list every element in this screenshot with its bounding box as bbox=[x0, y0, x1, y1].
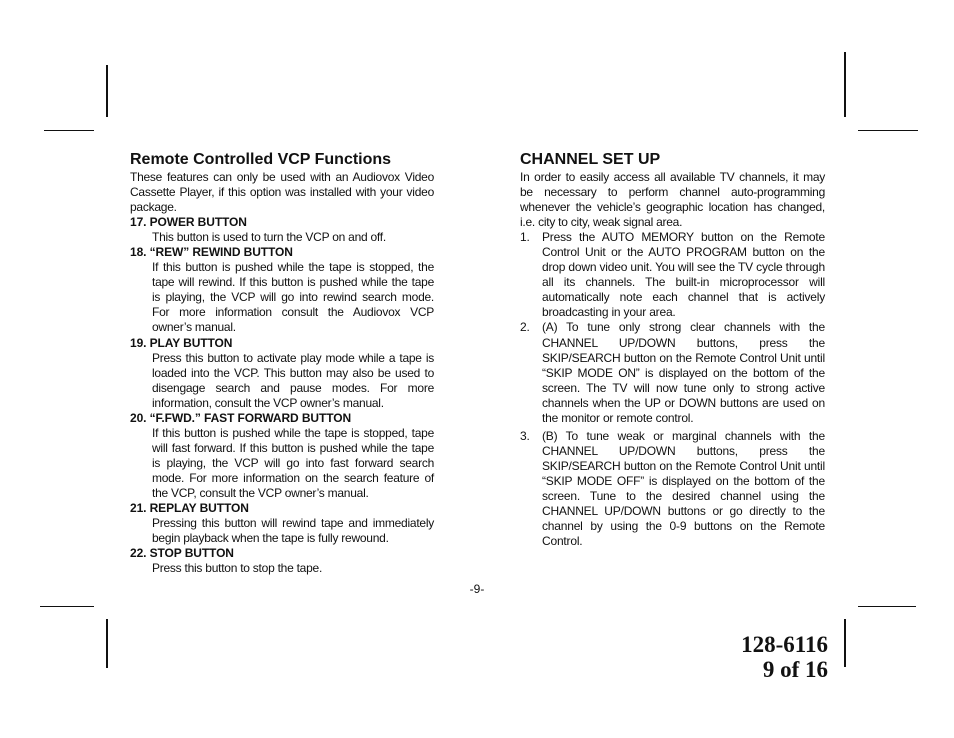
list-item bbox=[130, 546, 434, 576]
crop-mark bbox=[844, 52, 846, 117]
step-text: Press the AUTO MEMORY button on the Remote Control Unit or the AUTO PROGRAM button on the drop down video unit. You will see the TV cycle through all its channels. The built-in microprocessor will automatically note each channel that is actively broadcasting in your area. bbox=[542, 230, 825, 320]
item-body: Press this button to stop the tape. bbox=[152, 561, 323, 576]
step-text: (B) To tune weak or marginal channels with the CHANNEL UP/DOWN buttons, press the SKIP/SEARCH button on the Remote Control Unit until “SKIP MODE OFF” is displayed on the bottom of the screen. Tune to the desired channel using the CHANNEL UP/DOWN buttons or go directly to the channel by using the 0-9 buttons on the Remote Control. bbox=[542, 428, 825, 549]
list-item bbox=[130, 501, 434, 546]
step-text: (A) To tune only strong clear channels with the CHANNEL UP/DOWN buttons, press the SKIP/SEARCH button on the Remote Control Unit until “SKIP MODE ON” is displayed on the bottom of the screen. The TV will now tune only to strong active channels when the UP or DOWN buttons are used on the monitor or remote control. bbox=[542, 320, 825, 425]
item-body: This button is used to turn the VCP on and off. bbox=[152, 230, 386, 245]
item-title: 20. “F.FWD.” FAST FORWARD BUTTON bbox=[130, 410, 352, 425]
channel-setup-section bbox=[520, 151, 825, 549]
step-number: 2. bbox=[520, 320, 530, 335]
intro-paragraph: In order to easily access all available TV channels, it may be necessary to perform channel auto-programming whenever the vehicle’s geographic location has changed, i.e. city to city, weak signal area. bbox=[520, 170, 825, 230]
document-id-block bbox=[741, 632, 828, 682]
step-number: 1. bbox=[520, 230, 530, 245]
item-title: 18. “REW” REWIND BUTTON bbox=[130, 245, 293, 260]
page-count: 9 of 16 bbox=[762, 657, 828, 682]
item-title: 17. POWER BUTTON bbox=[130, 215, 247, 230]
item-title: 21. REPLAY BUTTON bbox=[130, 501, 249, 516]
numbered-step bbox=[520, 230, 825, 320]
item-title: 22. STOP BUTTON bbox=[130, 546, 234, 561]
numbered-step bbox=[520, 320, 825, 425]
crop-mark bbox=[106, 619, 108, 668]
page-number: -9- bbox=[469, 582, 485, 596]
intro-paragraph: These features can only be used with an Audiovox Video Cassette Player, if this option was installed with your video package. bbox=[130, 170, 434, 215]
crop-mark bbox=[40, 606, 94, 607]
crop-mark bbox=[844, 619, 846, 667]
list-item bbox=[130, 245, 434, 335]
crop-mark bbox=[106, 65, 108, 117]
list-item bbox=[130, 215, 434, 245]
section-heading: CHANNEL SET UP bbox=[520, 151, 661, 168]
item-body: If this button is pushed while the tape is stopped, the tape will rewind. If this button is pushed while the tape is playing, the VCP will go into rewind search mode. For more information consult the Audiovox VCP owner’s manual. bbox=[152, 260, 434, 335]
vcp-functions-section bbox=[130, 151, 434, 576]
list-item bbox=[130, 336, 434, 411]
item-body: Pressing this button will rewind tape and immediately begin playback when the tape is fully rewound. bbox=[152, 516, 434, 546]
crop-mark bbox=[44, 130, 94, 131]
item-title: 19. PLAY BUTTON bbox=[130, 335, 233, 350]
crop-mark bbox=[858, 130, 918, 131]
crop-mark bbox=[858, 606, 916, 607]
list-item bbox=[130, 411, 434, 501]
section-heading: Remote Controlled VCP Functions bbox=[130, 151, 392, 168]
step-number: 3. bbox=[520, 428, 530, 443]
item-body: If this button is pushed while the tape is stopped, tape will fast forward. If this button is pushed while the tape is playing, the VCP will go into fast forward search mode. For more information on the search feature of the VCP, consult the VCP owner’s manual. bbox=[152, 425, 434, 500]
document-number: 128-6116 bbox=[741, 632, 828, 657]
numbered-step bbox=[520, 429, 825, 549]
item-body: Press this button to activate play mode while a tape is loaded into the VCP. This button may also be used to disengage search and pause modes. For more information, consult the VCP owner’s manual. bbox=[152, 350, 434, 410]
